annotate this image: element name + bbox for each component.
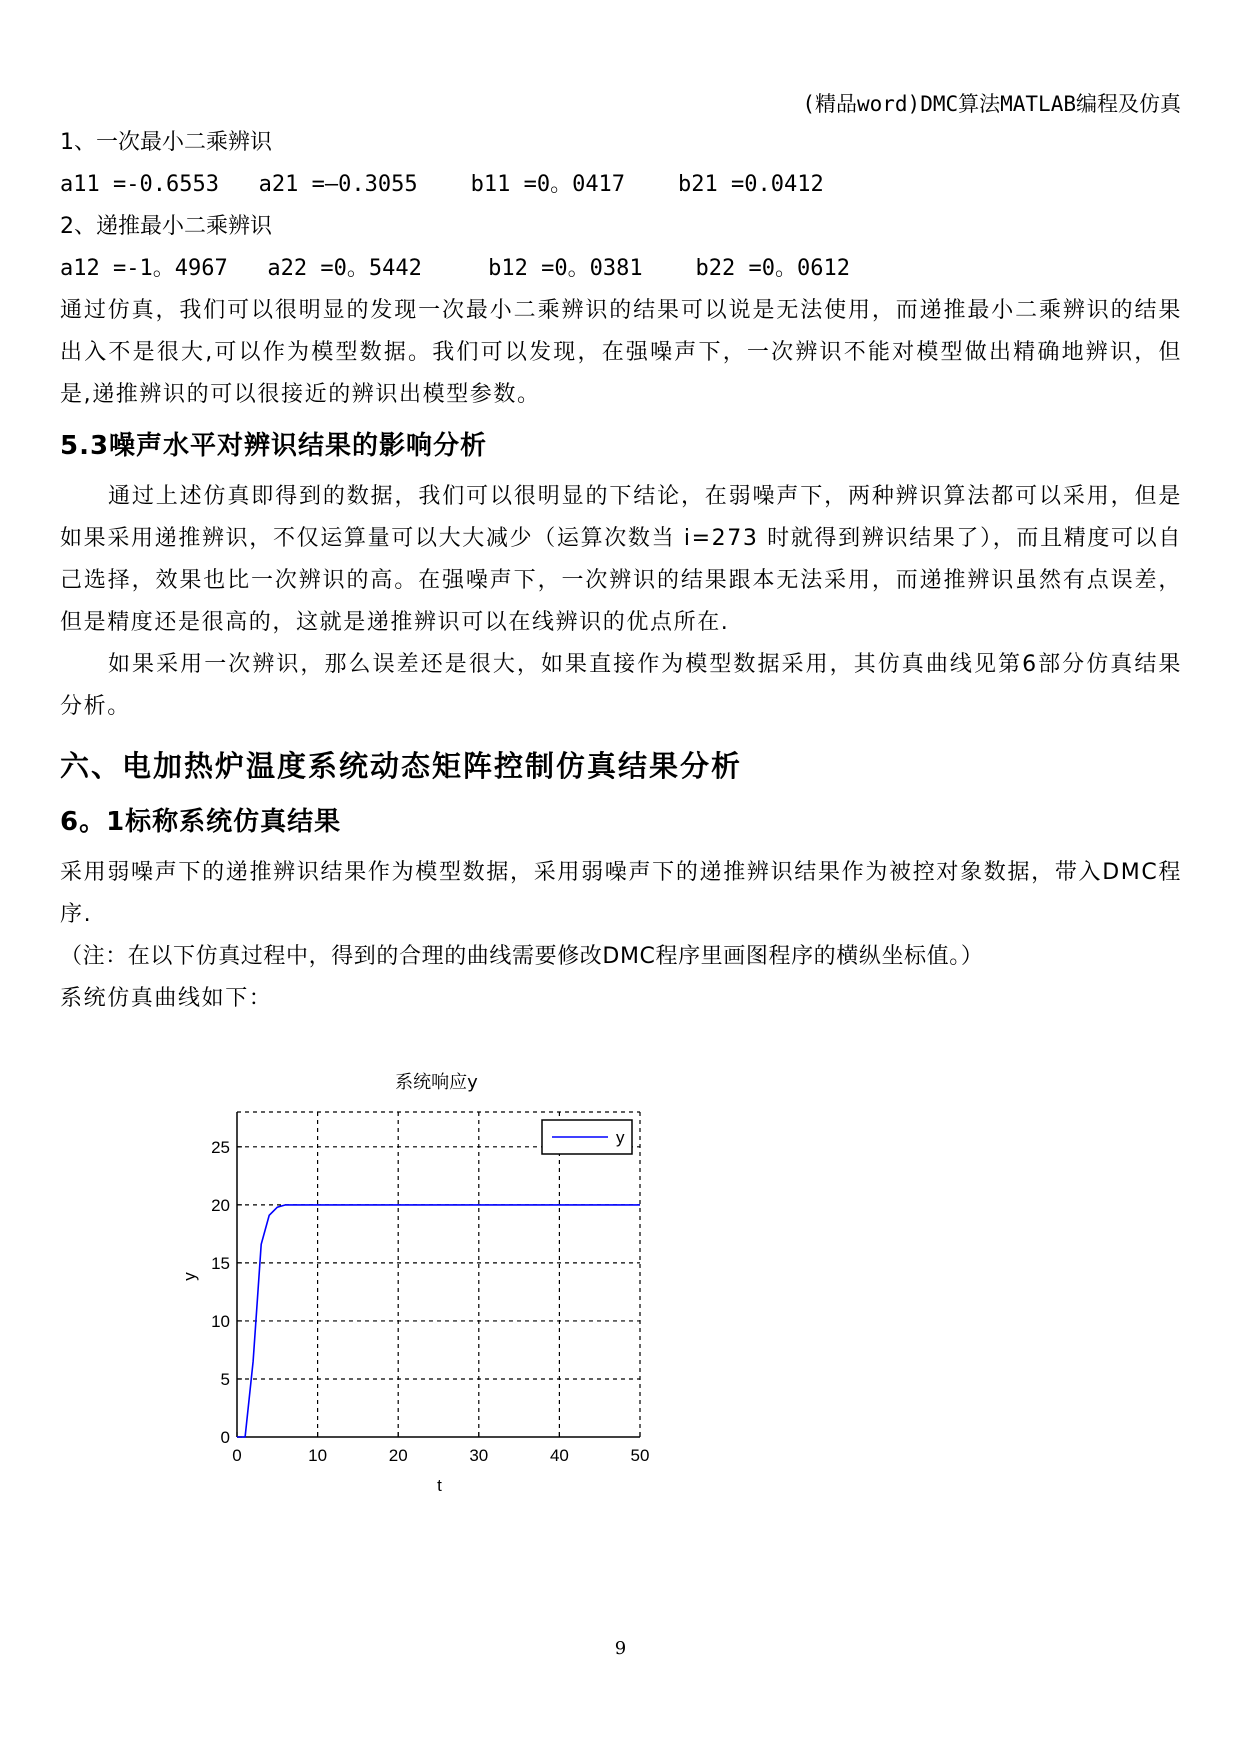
ls-parameters: a11 =-0.6553 a21 =—0.3055 b11 =0。0417 b21 =0.0412	[60, 172, 824, 197]
paragraph-note: （注：在以下仿真过程中，得到的合理的曲线需要修改DMC程序里画图程序的横纵坐标值。）	[60, 944, 984, 969]
paragraph-model-data: 采用弱噪声下的递推辨识结果作为模型数据，采用弱噪声下的递推辨识结果作为被控对象数据，带入DMC程序.	[60, 860, 1182, 927]
x-tick-label: 20	[388, 1446, 408, 1465]
heading-6-1: 6。1标称系统仿真结果	[60, 807, 342, 837]
y-tick-label: 15	[211, 1253, 230, 1273]
x-axis-label: t	[437, 1476, 442, 1495]
section-title-rls: 2、递推最小二乘辨识	[60, 214, 272, 239]
y-tick-label: 20	[211, 1195, 230, 1215]
chart-svg	[180, 1065, 740, 1535]
x-tick-label: 50	[630, 1446, 650, 1465]
chart-title: 系统响应y	[395, 1072, 478, 1093]
section-title-ls: 1、一次最小二乘辨识	[60, 130, 272, 155]
page-header: (精品word)DMC算法MATLAB编程及仿真	[802, 92, 1181, 116]
paragraph-ls-error: 如果采用一次辨识，那么误差还是很大，如果直接作为模型数据采用，其仿真曲线见第6部分仿真结果分析。	[60, 652, 1182, 719]
x-tick-label: 0	[232, 1446, 242, 1465]
plot-area	[237, 1112, 640, 1437]
y-tick-label: 25	[211, 1137, 230, 1157]
y-tick-label: 5	[220, 1369, 230, 1389]
heading-6: 六、电加热炉温度系统动态矩阵控制仿真结果分析	[60, 749, 743, 783]
paragraph-curve-intro: 系统仿真曲线如下：	[60, 986, 273, 1011]
legend-label: y	[616, 1128, 625, 1147]
y-tick-label: 10	[211, 1311, 230, 1331]
paragraph-comparison: 通过仿真，我们可以很明显的发现一次最小二乘辨识的结果可以说是无法使用，而递推最小二乘辨识的结果出入不是很大,可以作为模型数据。我们可以发现，在强噪声下，一次辨识不能对模型做出精确地辨识，但是,递推辨识的可以很接近的辨识出模型参数。	[60, 298, 1182, 407]
heading-5-3: 5.3噪声水平对辨识结果的影响分析	[60, 431, 488, 461]
x-tick-label: 30	[469, 1446, 489, 1465]
paragraph-noise-analysis: 通过上述仿真即得到的数据，我们可以很明显的下结论，在弱噪声下，两种辨识算法都可以采用，但是如果采用递推辨识，不仅运算量可以大大减少（运算次数当 i=273 时就得到辨识结果了），而且精度可以自己选择，效果也比一次辨识的高。在强噪声下，一次辨识的结果跟本无法采用，而递推辨识虽然有点误差，但是精度还是很高的，这就是递推辨识可以在线辨识的优点所在.	[60, 484, 1182, 635]
y-tick-label: 0	[220, 1428, 230, 1447]
page-content	[60, 122, 1182, 1020]
page-number: 9	[614, 1638, 627, 1659]
x-tick-label: 40	[549, 1446, 569, 1465]
y-axis-label: y	[180, 1272, 199, 1281]
rls-parameters: a12 =-1。4967 a22 =0。5442 b12 =0。0381 b22 =0。0612	[60, 256, 850, 281]
x-tick-label: 10	[308, 1446, 328, 1465]
response-chart	[180, 1065, 740, 1535]
